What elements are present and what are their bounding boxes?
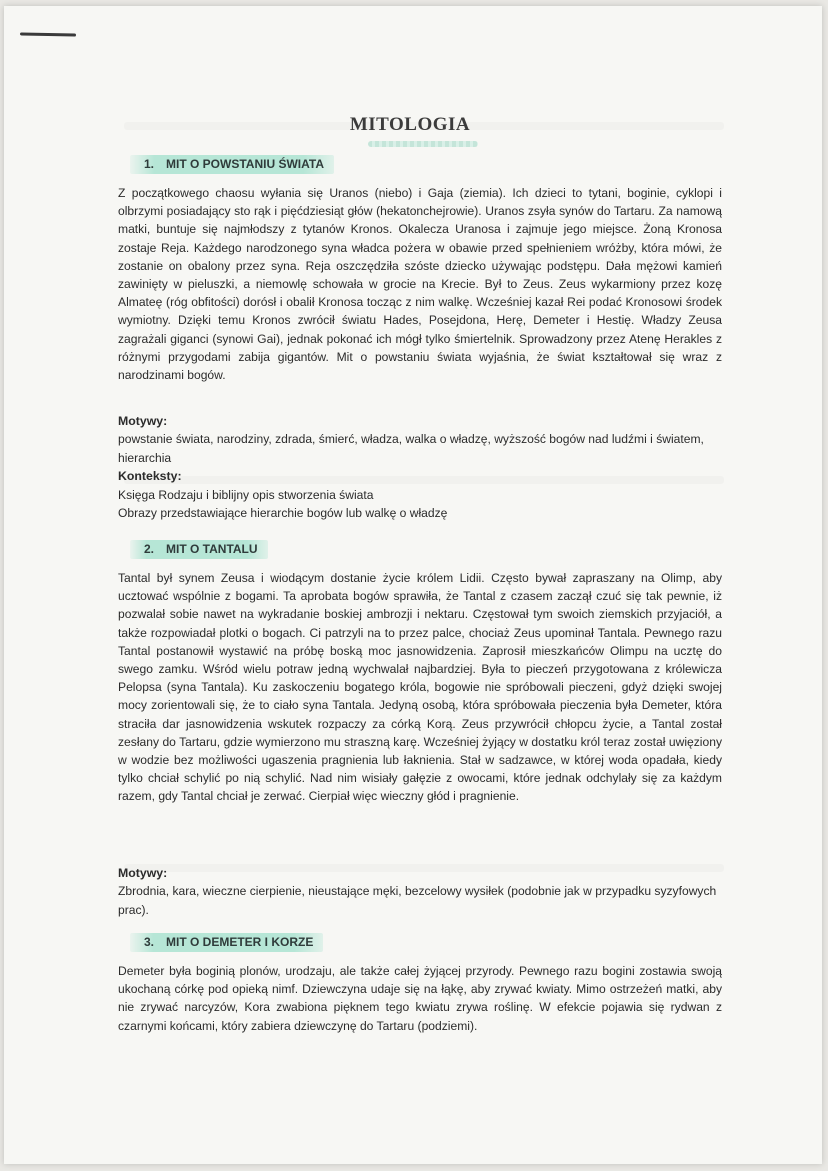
contexts-label: Konteksty: [118, 469, 182, 484]
section-number: 2. [144, 542, 155, 556]
context-item: Obrazy przedstawiające hierarchie bogów lub walkę o władzę [118, 506, 448, 521]
paragraph: Demeter była boginią plonów, urodzaju, ale także całej żyjącej przyrody. Pewnego razu bogini zostawia swoją ukochaną córkę pod opieką nimf. Dziewczyna udaje się na łąkę, aby zrywać kwiaty. Mimo ostrzeżeń matki, aby nie zrywać narcyzów, Kora zwabiona pięknem tego kwiatu zrywa roślinę. W efekcie pojawia się rydwan z czarnymi końcami, który zabiera dziewczynę do Tartaru (podziemi). [118, 964, 722, 1033]
paragraph: Tantal był synem Zeusa i wiodącym dostanie życie królem Lidii. Często bywał zapraszany na Olimp, aby ucztować wspólnie z bogami. Ta aprobata bogów sprawiła, że Tantal z czasem zaczął czuć się tak pewnie, iż pozwalał sobie nawet na wykradanie boskiej ambrozji i nektaru. Częstował tym swoich ziemskich przyjaciół, a także rozpowiadał plotki o bogach. Ci patrzyli na to przez palce, chociaż Zeus upominał Tantala. Pewnego razu Tantal postanowił wystawić na próbę boską moc jasnowidzenia. Zaprosił mieszkańców Olimpu na ucztę do swego zamku. Wśród wielu potraw jedną wychwalał najbardziej. Była to pieczeń przygotowana z królewicza Pelopsa (syna Tantala). Ku zaskoczeniu bogatego króla, bogowie nie spróbowali pieczeni, gdyż dzięki swojej mocy zorientowali się, że to ciało syna Tantala. Jedyną osobą, która spróbowała pieczenia była Demeter, która straciła dar jasnowidzenia wskutek rozpaczy za córką Korą. Zeus przywrócił chłopcu życie, a Tantal został zesłany do Tartaru, gdzie wymierzono mu straszną karę. Wcześniej żyjący w dostatku król teraz został uwięziony w wodzie bez możliwości ugaszenia pragnienia lub łaknienia. Stał w sadzawce, w której woda opadała, kiedy tylko chciał schylić po nią schylić. Nad nim wisiały gałęzie z owocami, które jednak odchylały się za każdym razem, gdy Tantal chciał je zerwać. Cierpiał więc wieczny głód i pragnienie. [118, 571, 722, 804]
title-container [0, 114, 828, 136]
section-2-notes [118, 864, 738, 919]
title-highlight-underline [368, 141, 478, 147]
motives-text: Zbrodnia, kara, wieczne cierpienie, nieustające męki, bezcelowy wysiłek (podobnie jak w przypadku syzyfowych prac). [118, 884, 717, 917]
section-3-body [118, 962, 722, 1035]
section-number: 1. [144, 157, 155, 171]
motives-label: Motywy: [118, 866, 168, 880]
section-number: 3. [144, 935, 155, 949]
motives-text: powstanie świata, narodziny, zdrada, śmierć, władza, walka o władzę, wyższość bogów nad ludźmi i światem, hierarchia [118, 432, 704, 465]
paragraph: Z początkowego chaosu wyłania się Uranos (niebo) i Gaja (ziemia). Ich dzieci to tytani, boginie, cyklopi i olbrzymi posiadający sto rąk i pięćdziesiąt głów (hekatonchejrowie). Uranos zsyła synów do Tartaru. Za namową matki, buntuje się najmłodszy z tytanów Kronos. Okalecza Uranosa i zajmuje jego miejsce. Żoną Kronosa zostaje Reja. Każdego narodzonego syna władca pożera w obawie przed spełnieniem wróżby, która mówi, że zostanie on obalony przez syna. Reja oszczędziła szóste dziecko używając podstępu. Dała mężowi kamień zawinięty w pieluszki, a niemowlę schowała w grocie na Krecie. Był to Zeus. Zeus wykarmiony przez kozę Almateę (róg obfitości) dorósł i obalił Kronosa tocząc z nim walkę. Wcześniej kazał Rei podać Kronosowi środek wymiotny. Dzięki temu Kronos zwrócił światu Hades, Posejdona, Herę, Demeter i Hestię. Władzy Zeusa zagrażali giganci (synowi Gai), jednak pokonać ich mógł tylko śmiertelnik. Sprowadzony przez Atenę Herakles z różnymi przygodami zabija gigantów. Mit o powstaniu świata wyjaśnia, że świat kształtował się wraz z narodzinami bogów. [118, 186, 722, 383]
section-title: MIT O TANTALU [166, 542, 258, 556]
section-2-heading [130, 540, 268, 559]
section-title: MIT O POWSTANIU ŚWIATA [166, 157, 324, 171]
section-3-heading [130, 933, 323, 952]
document-title: MITOLOGIA [349, 114, 471, 135]
section-1-body [118, 184, 722, 384]
motives-label: Motywy: [118, 414, 168, 428]
section-title: MIT O DEMETER I KORZE [166, 935, 314, 949]
staple-mark [20, 32, 76, 36]
section-1-notes [118, 412, 738, 522]
context-item: Księga Rodzaju i biblijny opis stworzenia świata [118, 487, 374, 502]
section-2-body [118, 569, 722, 806]
section-1-heading [130, 155, 334, 174]
